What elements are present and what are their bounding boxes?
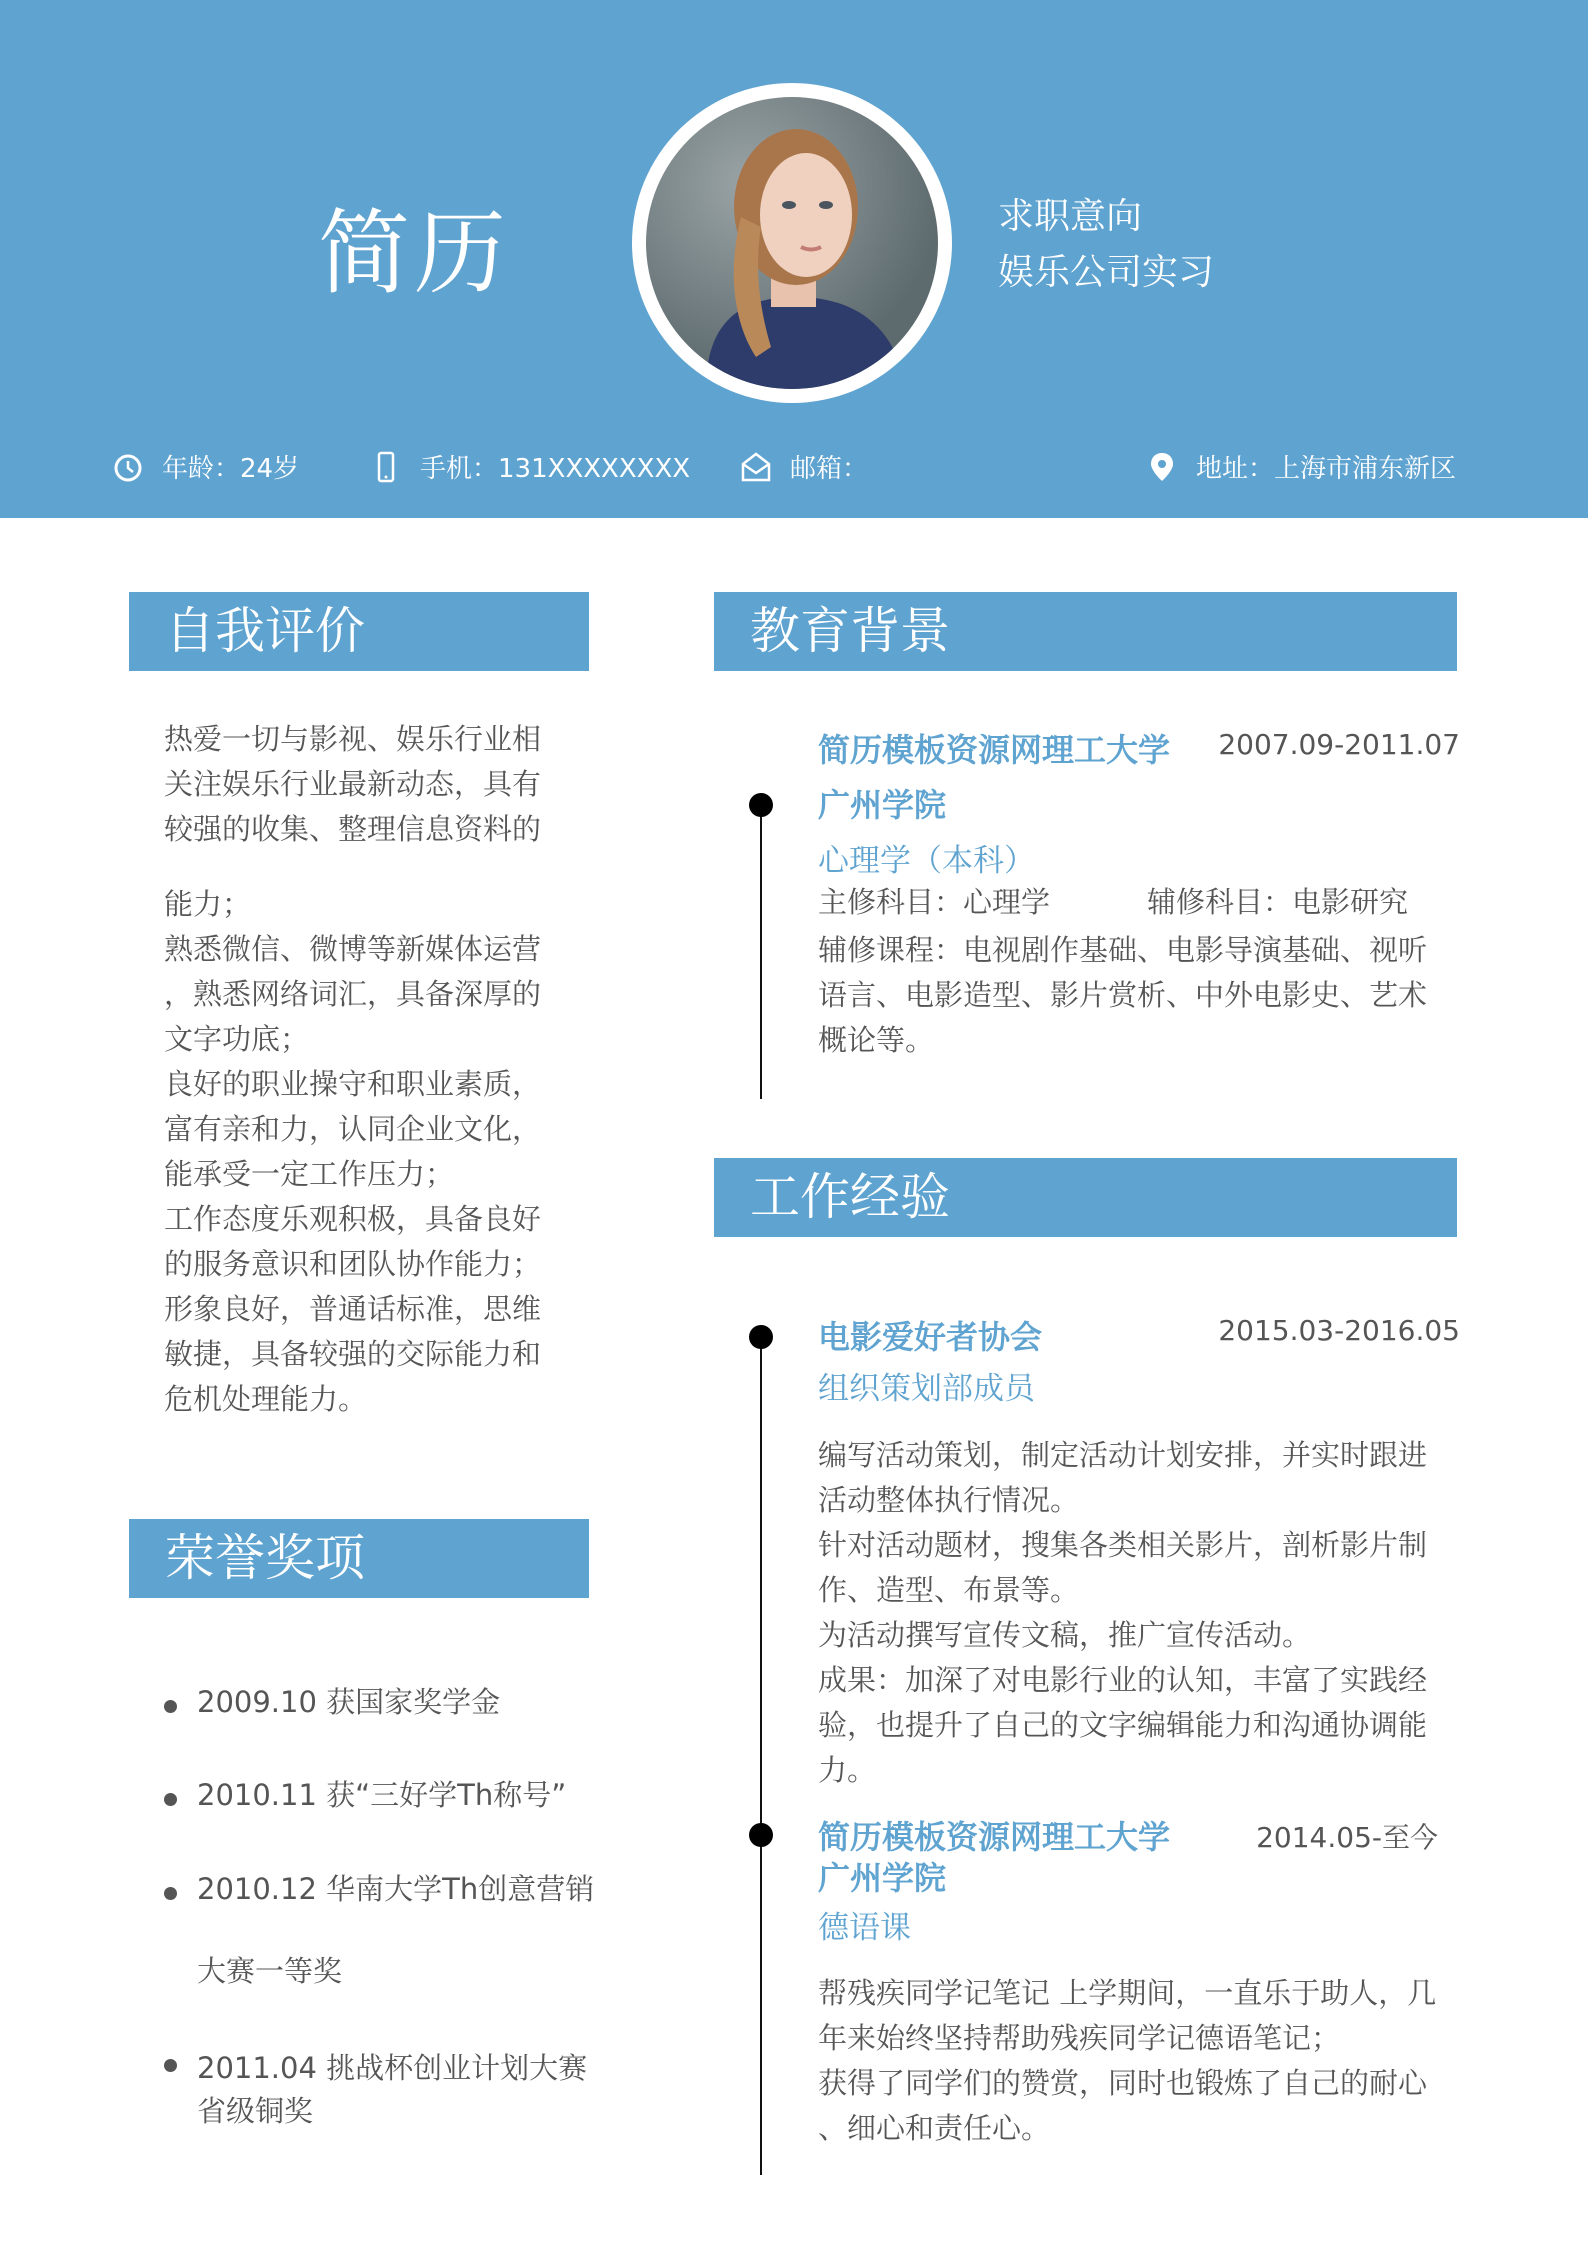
text-line: 成果：加深了对电影行业的认知，丰富了实践经 bbox=[818, 1663, 1428, 1697]
text-line: 形象良好，普通话标准，思维 bbox=[164, 1292, 542, 1326]
bullet-icon bbox=[164, 1793, 177, 1806]
timeline-line bbox=[760, 805, 762, 1099]
profile-photo bbox=[632, 83, 952, 403]
timeline-dot bbox=[749, 1823, 773, 1847]
text-line: 活动整体执行情况。 bbox=[818, 1483, 1080, 1517]
work-role: 德语课 bbox=[818, 1910, 911, 1946]
timeline-line bbox=[760, 1337, 762, 2175]
work-org: 简历模板资源网理工大学 bbox=[818, 1818, 1171, 1856]
work-description bbox=[818, 1971, 1458, 2151]
contact-age bbox=[112, 448, 299, 485]
mail-icon bbox=[740, 451, 772, 483]
section-header-education: 教育背景 bbox=[714, 592, 1457, 671]
edu-school-line2: 广州学院 bbox=[818, 786, 947, 824]
text-line: ，熟悉网络词汇，具备深厚的 bbox=[164, 977, 542, 1011]
job-intent-value: 娱乐公司实习 bbox=[998, 252, 1215, 293]
edu-school: 简历模板资源网理工大学 bbox=[818, 731, 1171, 769]
text-line: 编写活动策划，制定活动计划安排，并实时跟进 bbox=[818, 1438, 1428, 1472]
award-item-cont: 省级铜奖 bbox=[197, 2094, 314, 2128]
location-pin-icon bbox=[1146, 451, 1178, 483]
self-eval-text-b bbox=[164, 882, 541, 1422]
text-line: 帮残疾同学记笔记 上学期间，一直乐于助人，几 bbox=[818, 1976, 1437, 2010]
clock-icon bbox=[112, 451, 144, 483]
text-line: 针对活动题材，搜集各类相关影片，剖析影片制 bbox=[818, 1528, 1428, 1562]
text-line: 良好的职业操守和职业素质， bbox=[164, 1067, 542, 1101]
work-role: 组织策划部成员 bbox=[818, 1371, 1035, 1407]
edu-minor-subject: 辅修科目：电影研究 bbox=[1147, 885, 1409, 919]
edu-major: 心理学（本科） bbox=[818, 843, 1035, 879]
work-date: 2015.03-2016.05 bbox=[1218, 1314, 1460, 1347]
text-line: 年来始终坚持帮助残疾同学记德语笔记； bbox=[818, 2021, 1341, 2055]
resume-title: 简历 bbox=[318, 200, 511, 307]
edu-courses bbox=[818, 928, 1458, 1063]
edu-main-subject: 主修科目：心理学 bbox=[818, 885, 1051, 919]
portrait-image bbox=[646, 97, 938, 389]
text-line: 能力； bbox=[164, 887, 252, 921]
award-item-cont: 大赛一等奖 bbox=[197, 1954, 343, 1988]
edu-date: 2007.09-2011.07 bbox=[1218, 728, 1460, 761]
text-line: 熟悉微信、微博等新媒体运营 bbox=[164, 932, 542, 966]
award-item: 2010.11 获“三好学Th称号” bbox=[197, 1778, 567, 1812]
text-line: 为活动撰写宣传文稿，推广宣传活动。 bbox=[818, 1618, 1312, 1652]
text-line: 辅修课程：电视剧作基础、电影导演基础、视听 bbox=[818, 933, 1428, 967]
text-line: 热爱一切与影视、娱乐行业相 bbox=[164, 722, 542, 756]
award-item: 2011.04 挑战杯创业计划大赛 bbox=[197, 2051, 588, 2085]
award-item: 2009.10 获国家奖学金 bbox=[197, 1685, 501, 1719]
section-header-awards: 荣誉奖项 bbox=[129, 1519, 589, 1598]
section-header-self-eval: 自我评价 bbox=[129, 592, 589, 671]
award-item: 2010.12 华南大学Th创意营销 bbox=[197, 1872, 595, 1906]
contact-email bbox=[740, 448, 868, 485]
text-line: 、细心和责任心。 bbox=[818, 2111, 1051, 2145]
text-line: 较强的收集、整理信息资料的 bbox=[164, 812, 542, 846]
text-line: 作、造型、布景等。 bbox=[818, 1573, 1080, 1607]
bullet-icon bbox=[164, 1700, 177, 1713]
work-date: 2014.05-至今 bbox=[1256, 1821, 1438, 1854]
text-line: 敏捷，具备较强的交际能力和 bbox=[164, 1337, 542, 1371]
contact-phone bbox=[370, 448, 690, 485]
text-line: 工作态度乐观积极，具备良好 bbox=[164, 1202, 542, 1236]
text-line: 能承受一定工作压力； bbox=[164, 1157, 455, 1191]
timeline-dot bbox=[749, 793, 773, 817]
bullet-icon bbox=[164, 1887, 177, 1900]
self-eval-text-a bbox=[164, 717, 541, 852]
contact-address bbox=[1146, 448, 1456, 485]
text-line: 富有亲和力，认同企业文化， bbox=[164, 1112, 542, 1146]
work-description bbox=[818, 1433, 1458, 1793]
contact-email-text: 邮箱： bbox=[790, 454, 869, 484]
contact-age-text: 年龄：24岁 bbox=[162, 454, 300, 484]
text-line: 验，也提升了自己的文字编辑能力和沟通协调能力。 bbox=[818, 1708, 1428, 1787]
text-line: 文字功底； bbox=[164, 1022, 310, 1056]
text-line: 获得了同学们的赞赏，同时也锻炼了自己的耐心 bbox=[818, 2066, 1428, 2100]
job-intent-label: 求职意向 bbox=[998, 196, 1143, 237]
text-line: 关注娱乐行业最新动态，具有 bbox=[164, 767, 542, 801]
work-org: 电影爱好者协会 bbox=[818, 1318, 1043, 1356]
section-header-work: 工作经验 bbox=[714, 1158, 1457, 1237]
phone-icon bbox=[370, 451, 402, 483]
text-line: 语言、电影造型、影片赏析、中外电影史、艺术 bbox=[818, 978, 1428, 1012]
contact-address-text: 地址：上海市浦东新区 bbox=[1196, 454, 1457, 484]
work-org-line2: 广州学院 bbox=[818, 1859, 947, 1897]
contact-phone-text: 手机：131XXXXXXXX bbox=[420, 454, 691, 484]
bullet-icon bbox=[164, 2059, 177, 2072]
timeline-dot bbox=[749, 1325, 773, 1349]
text-line: 的服务意识和团队协作能力； bbox=[164, 1247, 542, 1281]
text-line: 危机处理能力。 bbox=[164, 1382, 368, 1416]
text-line: 概论等。 bbox=[818, 1023, 935, 1057]
